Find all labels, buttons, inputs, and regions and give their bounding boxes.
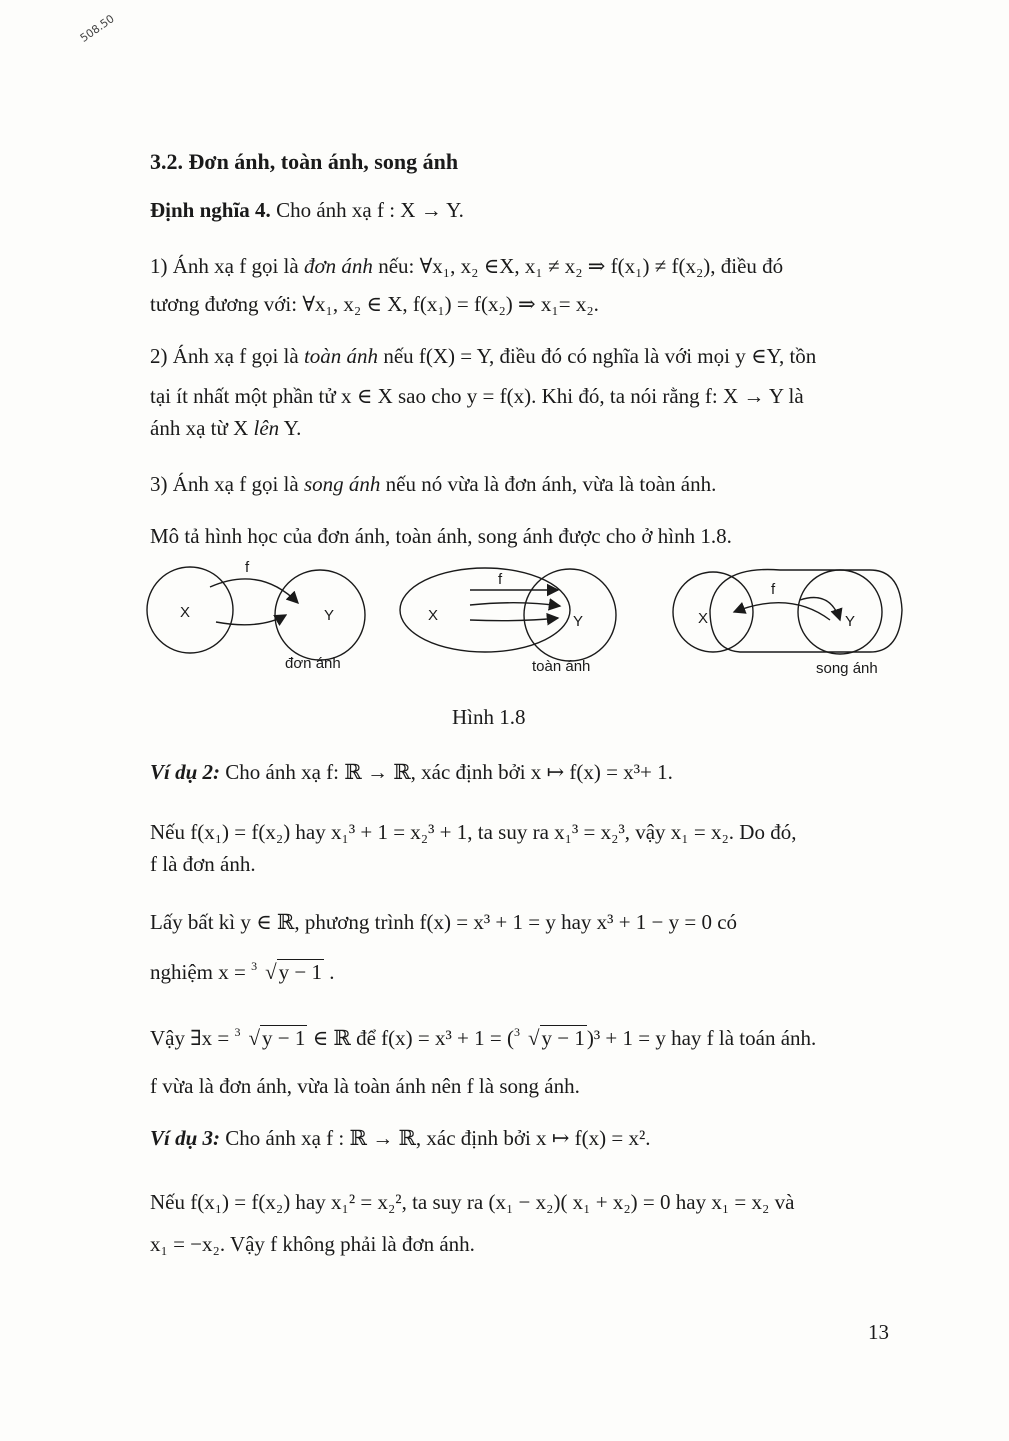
section-heading: 3.2. Đơn ánh, toàn ánh, song ánh — [150, 149, 459, 174]
item1-line2: tương đương với: ∀x₁, x₂ ∈ X, f(x₁) = f(x₂) ⇒ x₁= x₂. — [150, 292, 599, 316]
caption-surjective: toàn ánh — [532, 658, 591, 675]
item1-term: đơn ánh — [303, 254, 373, 278]
geometric-intro: Mô tả hình học của đơn ánh, toàn ánh, song ánh được cho ở hình 1.8. — [150, 524, 732, 548]
ex2-p3-text-b: ∈ ℝ để f(x) = x³ + 1 = ( — [307, 1026, 514, 1050]
item2-text-c: ánh xạ từ X — [150, 416, 254, 440]
item1-line1 — [150, 252, 895, 280]
radicand: y − 1 — [541, 1026, 585, 1050]
label-f: f — [498, 571, 503, 588]
item2-line2: tại ít nhất một phần tử x ∈ X sao cho y = f(x). Khi đó, ta nói rằng f: X → Y là — [150, 384, 804, 408]
ex3-intro-line — [150, 1124, 651, 1152]
radicand: y − 1 — [278, 960, 322, 984]
mapping-arrow — [734, 603, 830, 620]
definition-line — [150, 196, 464, 224]
label-y: Y — [573, 613, 584, 630]
caption-bijective: song ánh — [816, 660, 878, 677]
page-number: 13 — [868, 1320, 889, 1344]
label-f: f — [771, 581, 776, 598]
item2-text-d: Y. — [279, 416, 302, 440]
ex2-p3-text-a: Vậy ∃x = — [150, 1026, 235, 1050]
codomain-circle — [275, 570, 365, 660]
ex2-p3-line — [150, 1024, 816, 1052]
ex2-p1-line2: f là đơn ánh. — [150, 852, 256, 876]
label-x: X — [180, 604, 191, 621]
item2-term: toàn ánh — [303, 344, 379, 368]
domain-ellipse — [400, 568, 570, 652]
mapping-arrow — [470, 603, 560, 606]
radicand: y − 1 — [262, 1026, 306, 1050]
definition-label: Định nghĩa 4. — [150, 198, 271, 222]
ex3-p1-line1: Nếu f(x₁) = f(x₂) hay x₁² = x₂², ta suy ra (x₁ − x₂)( x₁ + x₂) = 0 hay x₁ = x₂ và — [150, 1190, 795, 1214]
ex2-p2-line1: Lấy bất kì y ∈ ℝ, phương trình f(x) = x³ + 1 = y hay x³ + 1 − y = 0 có — [150, 910, 738, 934]
mapping-arrow — [470, 618, 558, 621]
label-x: X — [698, 610, 709, 627]
item3-line — [150, 470, 716, 498]
mapping-diagram — [140, 560, 910, 690]
label-x: X — [428, 607, 439, 624]
caption-injective: đơn ánh — [285, 655, 341, 672]
ex3-intro: Cho ánh xạ f : ℝ → ℝ, xác định bởi x ↦ f(x) = x². — [220, 1126, 651, 1150]
ex2-p2-line2 — [150, 958, 334, 986]
mapping-arrow — [800, 598, 840, 621]
ex3-label: Ví dụ 3: — [150, 1126, 221, 1150]
ex2-label: Ví dụ 2: — [150, 760, 221, 784]
label-y: Y — [845, 613, 856, 630]
item2-text-b: nếu f(X) = Y, điều đó có nghĩa là với mọi y ∈Y, tồn — [378, 344, 817, 368]
ex2-intro: Cho ánh xạ f: ℝ → ℝ, xác định bởi x ↦ f(x) = x³+ 1. — [220, 760, 673, 784]
ex2-p2-end: . — [323, 960, 335, 984]
definition-text: Cho ánh xạ f : X → Y. — [270, 198, 464, 222]
ex2-p4: f vừa là đơn ánh, vừa là toàn ánh nên f là song ánh. — [150, 1074, 580, 1098]
ex2-p1-line1: Nếu f(x₁) = f(x₂) hay x₁³ + 1 = x₂³ + 1, ta suy ra x₁³ = x₂³, vậy x₁ = x₂. Do đó, — [150, 820, 797, 844]
item3-term: song ánh — [303, 472, 381, 496]
codomain-circle — [798, 570, 882, 654]
label-f: f — [245, 560, 250, 576]
mapping-arrow — [210, 579, 298, 603]
cube-root: 3 √y − 1 — [234, 1025, 306, 1050]
item3-text-a: 3) Ánh xạ f gọi là — [150, 472, 304, 496]
item2-text-a: 2) Ánh xạ f gọi là — [150, 344, 304, 368]
item2-term2: lên — [253, 416, 280, 440]
item2-line1 — [150, 342, 816, 370]
library-stamp: 508.50 — [77, 12, 117, 45]
item1-text-a: 1) Ánh xạ f gọi là — [150, 254, 304, 278]
cube-root: 3 √y − 1 — [513, 1025, 585, 1050]
figure-caption: Hình 1.8 — [452, 705, 526, 729]
ex2-p3-text-c: )³ + 1 = y hay f là toán ánh. — [586, 1026, 817, 1050]
item1-text-b: nếu: ∀x₁, x₂ ∈X, x₁ ≠ x₂ ⇒ f(x₁) ≠ f(x₂), điều đó — [372, 254, 784, 278]
item3-text-b: nếu nó vừa là đơn ánh, vừa là toàn ánh. — [380, 472, 717, 496]
domain-circle — [673, 572, 753, 652]
cube-root: 3 √y − 1 — [251, 959, 322, 984]
ex2-intro-line — [150, 758, 673, 786]
ex3-p1-line2: x₁ = −x₂. Vậy f không phải là đơn ánh. — [150, 1232, 475, 1256]
label-y: Y — [324, 607, 335, 624]
ex2-p2-text: nghiệm x = — [150, 960, 252, 984]
item2-line3 — [150, 414, 301, 442]
